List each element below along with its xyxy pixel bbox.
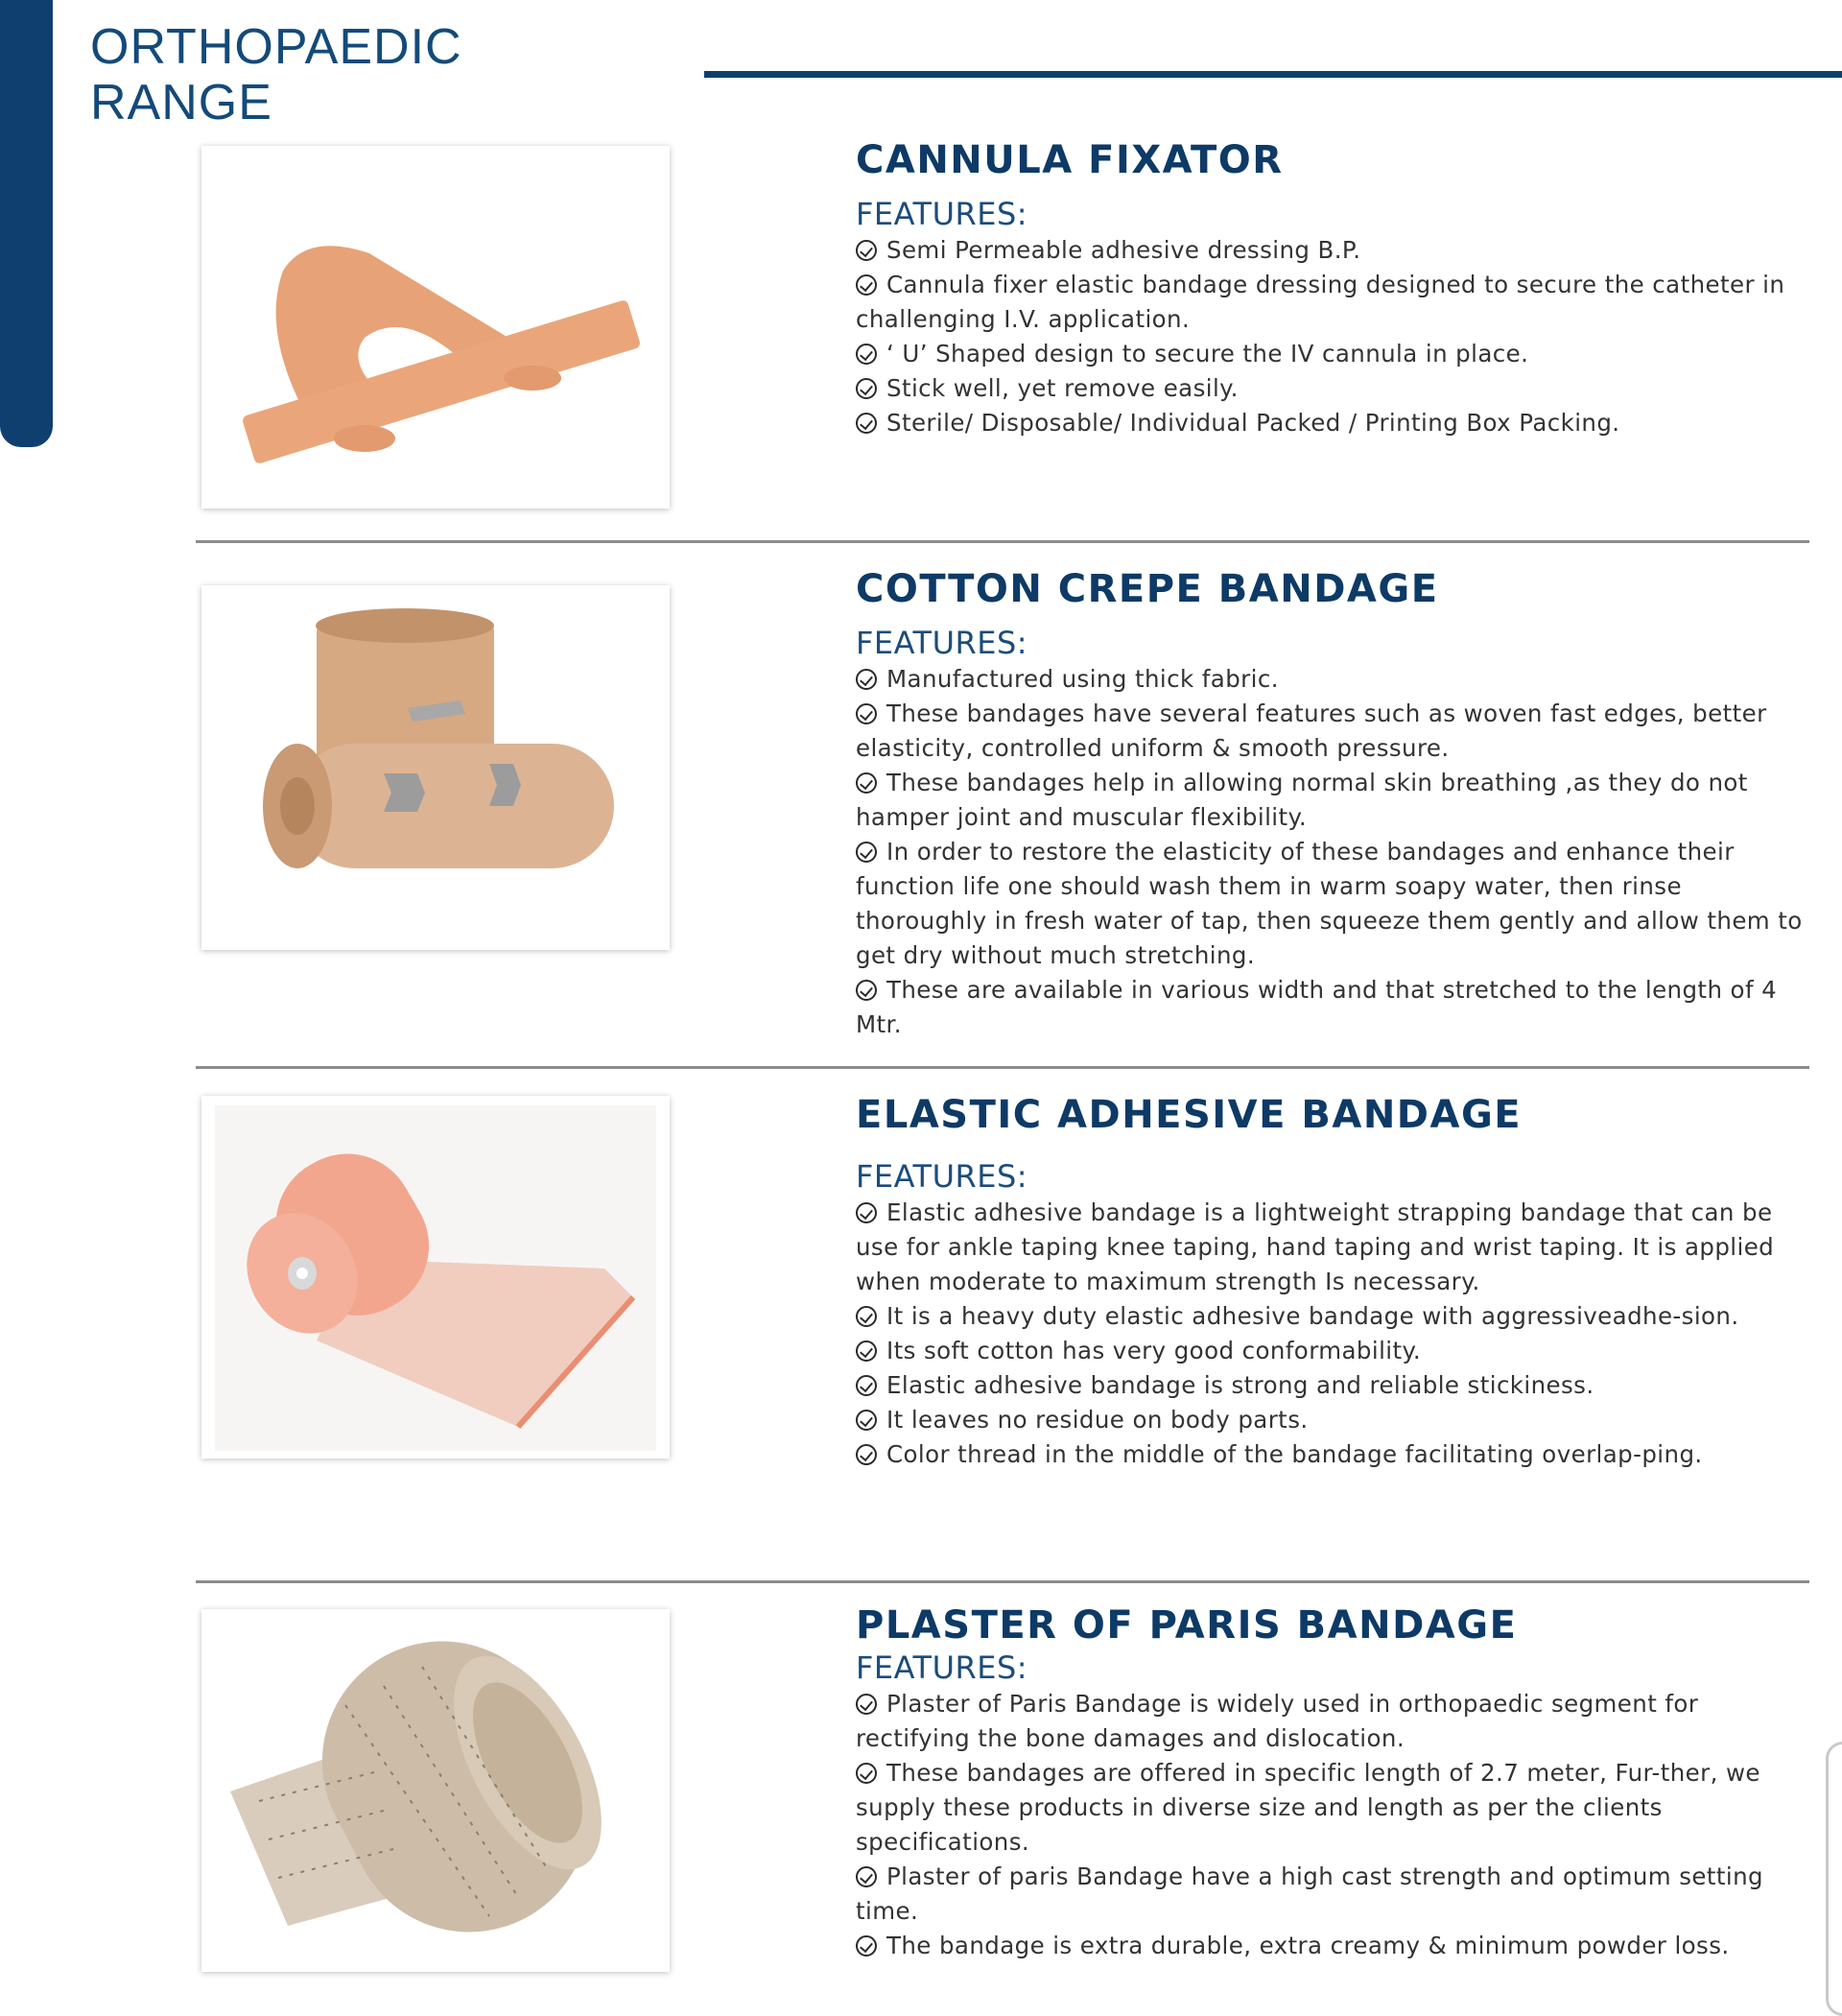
check-circle-icon — [856, 1444, 877, 1465]
check-circle-icon — [856, 274, 877, 296]
cannula-fixator-image — [201, 146, 670, 509]
product-name: COTTON CREPE BANDAGE — [856, 567, 1439, 611]
check-circle-icon — [856, 1763, 877, 1784]
feature-item: It is a heavy duty elastic adhesive bandage with aggressiveadhe-sion. — [856, 1299, 1806, 1334]
check-circle-icon — [856, 1375, 877, 1396]
check-circle-icon — [856, 1935, 877, 1957]
feature-item: The bandage is extra durable, extra creamy & minimum powder loss. — [856, 1929, 1806, 1963]
check-circle-icon — [856, 1340, 877, 1362]
check-circle-icon — [856, 240, 877, 261]
page-title — [90, 19, 462, 130]
features-label: FEATURES: — [856, 196, 1028, 232]
check-circle-icon — [856, 772, 877, 794]
side-accent-bar — [0, 0, 53, 447]
check-circle-icon — [856, 413, 877, 434]
check-circle-icon — [856, 842, 877, 863]
features-list — [856, 1196, 1806, 1472]
check-circle-icon — [856, 344, 877, 365]
feature-item: Manufactured using thick fabric. — [856, 662, 1806, 697]
section-divider — [196, 1580, 1809, 1583]
check-circle-icon — [856, 669, 877, 690]
feature-item: In order to restore the elasticity of these bandages and enhance their function life one should wash them in warm soapy water, then rinse thoroughly in fresh water of tap, then squeeze them gently and allow them to get dry without much stretching. — [856, 838, 1803, 969]
check-circle-icon — [856, 703, 877, 724]
feature-item: Semi Permeable adhesive dressing B.P. — [856, 233, 1806, 268]
feature-item: It leaves no residue on body parts. — [856, 1403, 1806, 1437]
check-circle-icon — [856, 1202, 877, 1223]
feature-item: These are available in various width and that stretched to the length of 4 Mtr. — [856, 976, 1778, 1038]
product-name: PLASTER OF PARIS BANDAGE — [856, 1603, 1518, 1648]
check-circle-icon — [856, 1694, 877, 1715]
feature-item: Stick well, yet remove easily. — [856, 371, 1806, 406]
features-list — [856, 1687, 1806, 1963]
feature-item: ‘ U’ Shaped design to secure the IV cannula in place. — [856, 337, 1806, 371]
features-list — [856, 233, 1806, 440]
feature-item: Elastic adhesive bandage is a lightweight strapping bandage that can be use for ankle taping knee taping, hand taping and wrist taping. It is applied when moderate to maximum strength Is necessary. — [856, 1198, 1775, 1295]
elastic-adhesive-bandage-image — [201, 1096, 670, 1459]
page-title-line1: ORTHOPAEDIC — [90, 19, 462, 75]
feature-item: These bandages have several features such as woven fast edges, better elasticity, controlled uniform & smooth pressure. — [856, 700, 1767, 762]
section-divider — [196, 540, 1809, 543]
feature-item: Its soft cotton has very good conformability. — [856, 1334, 1806, 1368]
feature-item: Sterile/ Disposable/ Individual Packed / Printing Box Packing. — [856, 406, 1806, 440]
feature-item: Plaster of Paris Bandage is widely used in orthopaedic segment for rectifying the bone damages and dislocation. — [856, 1690, 1699, 1752]
check-circle-icon — [856, 1866, 877, 1887]
check-circle-icon — [856, 1306, 877, 1327]
feature-item: Color thread in the middle of the bandage facilitating overlap-ping. — [856, 1437, 1806, 1472]
page-edge-mark — [1826, 1742, 1842, 2016]
feature-item: Elastic adhesive bandage is strong and reliable stickiness. — [856, 1368, 1806, 1403]
features-label: FEATURES: — [856, 625, 1028, 661]
features-list — [856, 662, 1806, 1042]
check-circle-icon — [856, 378, 877, 399]
feature-item: These bandages are offered in specific length of 2.7 meter, Fur-ther, we supply these products in diverse size and length as per the clients specifications. — [856, 1759, 1760, 1856]
feature-item: These bandages help in allowing normal skin breathing ,as they do not hamper joint and muscular flexibility. — [856, 769, 1748, 831]
cotton-crepe-bandage-image — [201, 585, 670, 950]
page-title-line2: RANGE — [90, 75, 272, 130]
plaster-of-paris-bandage-image — [201, 1609, 670, 1972]
features-label: FEATURES: — [856, 1649, 1028, 1686]
feature-item: Cannula fixer elastic bandage dressing designed to secure the catheter in challenging I.V. application. — [856, 271, 1785, 333]
check-circle-icon — [856, 1410, 877, 1431]
feature-item: Plaster of paris Bandage have a high cast strength and optimum setting time. — [856, 1862, 1763, 1925]
title-rule — [704, 71, 1842, 78]
check-circle-icon — [856, 980, 877, 1001]
product-name: CANNULA FIXATOR — [856, 138, 1284, 182]
product-name: ELASTIC ADHESIVE BANDAGE — [856, 1093, 1523, 1137]
section-divider — [196, 1066, 1809, 1069]
features-label: FEATURES: — [856, 1158, 1028, 1195]
